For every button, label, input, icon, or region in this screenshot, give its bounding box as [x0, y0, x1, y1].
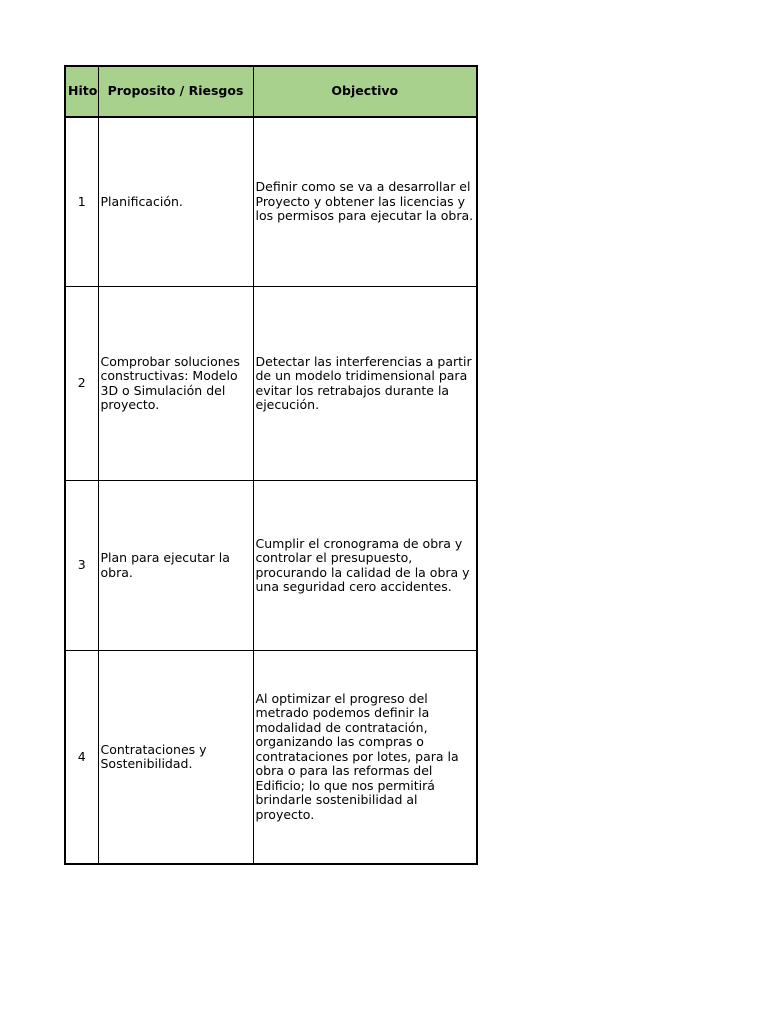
table-row — [65, 287, 477, 481]
objectivo-cell: Al optimizar el progreso del metrado podemos definir la modalidad de contratación, organizando las compras o contrataciones por lotes, para la obra o para las reformas del Edificio; lo que nos permitirá brindarle sostenibilidad al proyecto. — [253, 651, 477, 865]
hitos-table — [64, 65, 478, 865]
header-objectivo: Objectivo — [253, 66, 477, 117]
hito-cell: 1 — [65, 117, 98, 287]
table-header-row — [65, 66, 477, 117]
table-row — [65, 481, 477, 651]
hito-cell: 3 — [65, 481, 98, 651]
proposito-cell: Planificación. — [98, 117, 253, 287]
proposito-cell: Comprobar soluciones constructivas: Modelo 3D o Simulación del proyecto. — [98, 287, 253, 481]
proposito-cell: Plan para ejecutar la obra. — [98, 481, 253, 651]
proposito-cell: Contrataciones y Sostenibilidad. — [98, 651, 253, 865]
header-proposito-riesgos: Proposito / Riesgos — [98, 66, 253, 117]
hito-cell: 2 — [65, 287, 98, 481]
header-hito: Hito — [65, 66, 98, 117]
objectivo-cell: Cumplir el cronograma de obra y controlar el presupuesto, procurando la calidad de la obra y una seguridad cero accidentes. — [253, 481, 477, 651]
table-row — [65, 651, 477, 865]
objectivo-cell: Definir como se va a desarrollar el Proyecto y obtener las licencias y los permisos para ejecutar la obra. — [253, 117, 477, 287]
hito-cell: 4 — [65, 651, 98, 865]
objectivo-cell: Detectar las interferencias a partir de un modelo tridimensional para evitar los retrabajos durante la ejecución. — [253, 287, 477, 481]
table-row — [65, 117, 477, 287]
